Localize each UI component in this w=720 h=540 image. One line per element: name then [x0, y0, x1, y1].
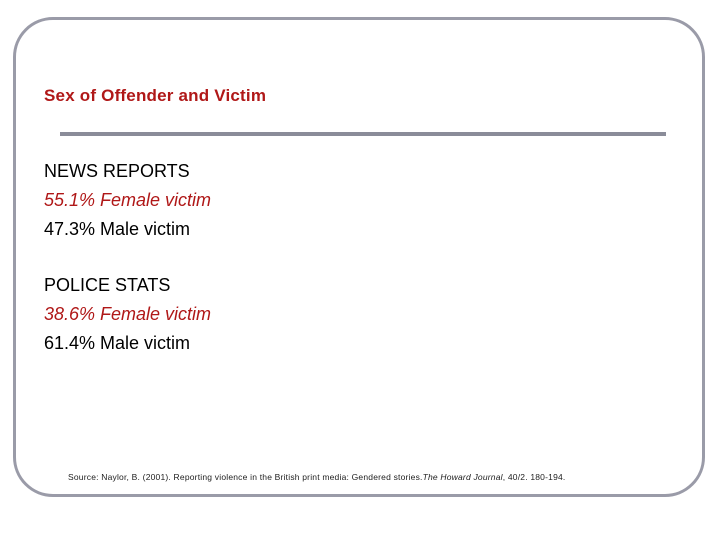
news-reports-section [44, 157, 211, 244]
police-stats-heading: POLICE STATS [44, 275, 171, 295]
news-male-victim-stat: 47.3% Male victim [44, 219, 191, 239]
title-divider [60, 132, 666, 136]
police-male-victim-stat: 61.4% Male victim [44, 333, 191, 353]
police-female-victim-stat: 38.6% Female victim [44, 304, 212, 324]
news-reports-heading: NEWS REPORTS [44, 161, 190, 181]
slide-title: Sex of Offender and Victim [44, 86, 267, 105]
police-stats-section [44, 271, 211, 358]
source-journal-title: The Howard Journal [422, 472, 503, 482]
source-citation-suffix: , 40/2. 180-194. [502, 472, 566, 482]
news-female-victim-stat: 55.1% Female victim [44, 190, 212, 210]
source-citation [68, 472, 565, 482]
source-citation-text: Source: Naylor, B. (2001). Reporting violence in the British print media: Gendered stories. [68, 472, 423, 482]
